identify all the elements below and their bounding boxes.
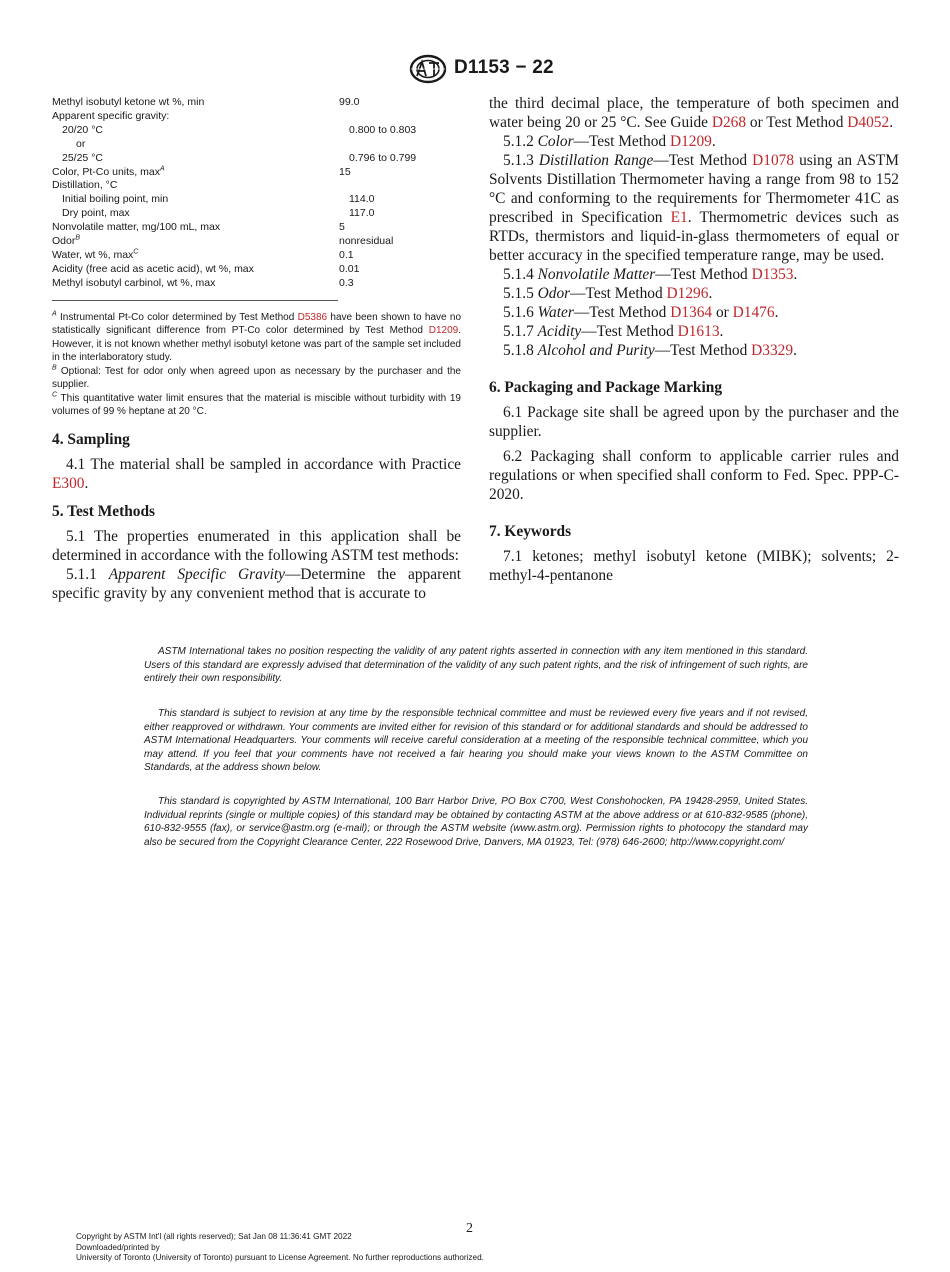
spec-value: 5: [339, 221, 345, 234]
section-heading: 5. Test Methods: [52, 502, 156, 520]
page-number: 2: [466, 1221, 473, 1236]
spec-value: nonresidual: [339, 235, 394, 248]
footnote-marker: B: [52, 364, 57, 372]
paragraph-title: Water: [537, 304, 574, 321]
spec-property-label: Water, wt %, max: [52, 248, 134, 261]
spec-value: 117.0: [349, 207, 375, 220]
footnote-text: have been shown to have no statistically significant difference from PT-Co color determined by Test Method: [52, 311, 462, 337]
spec-table-row: [52, 235, 461, 249]
paragraph-5-1: 5.1 The properties enumerated in this application shall be determined in accordance with the following ASTM test methods:: [52, 527, 461, 564]
paragraph-5-1-1-cont: [489, 94, 899, 132]
section-7-body: [489, 547, 899, 585]
spec-table-row: [52, 124, 461, 138]
paragraph-text: —Test Method: [573, 304, 671, 321]
paragraph-number: 5.1.4: [503, 266, 538, 283]
spec-table-row: [52, 221, 461, 235]
spec-value: 0.01: [339, 262, 360, 275]
punct: .: [719, 323, 724, 340]
ref-link-d4052[interactable]: D4052: [847, 114, 890, 131]
paragraph-number: 5.1.7: [503, 323, 538, 340]
paragraph-7-1: 7.1 ketones; methyl isobutyl ketone (MIBK); solvents; 2-methyl-4-pentanone: [489, 548, 899, 584]
punct: .: [889, 114, 894, 131]
spec-table-row: [52, 166, 461, 180]
spec-value: 0.3: [339, 276, 354, 289]
ref-link-d268[interactable]: D268: [711, 114, 747, 131]
spec-property-label: 25/25 °C: [62, 151, 103, 164]
section-heading: 7. Keywords: [489, 523, 572, 540]
footnote-b: [52, 365, 461, 392]
spec-table-row: [52, 152, 461, 166]
paragraph-5-1-2: [489, 132, 899, 151]
paragraph-5-1-7: [489, 322, 899, 341]
ref-link-d1613[interactable]: D1613: [677, 323, 720, 340]
paragraph-text: using an ASTM Solvents Distillation Thermometer having a range from 98 to 152 °C and conforming to the requirements for Thermometer 41C as prescribed in Specification: [489, 152, 899, 226]
section-4-body: [52, 455, 461, 493]
spec-property-label: or: [76, 137, 86, 150]
paragraph-5-1-3: [489, 151, 899, 265]
punct: .: [793, 342, 797, 359]
spec-property: [52, 152, 349, 166]
ref-link-d1209[interactable]: D1209: [669, 133, 712, 150]
ref-link-d1209[interactable]: D1209: [428, 325, 459, 337]
spec-property: [52, 124, 349, 138]
download-notice-line: Downloaded/printed by: [76, 1242, 160, 1252]
paragraph-text: the third decimal place, the temperature of both specimen and water being 20 or 25 °C. See Guide: [489, 95, 899, 131]
spec-table-row: [52, 138, 461, 152]
footnote-marker: C: [52, 391, 58, 399]
disclaimer-text: This standard is subject to revision at any time by the responsible technical committee and must be reviewed every five years and if not revised, either reapproved or withdrawn. Your comments are invited either for revision of this standard or for additional standards and should be addressed to ASTM International Headquarters. Your comments will receive careful consideration at a meeting of the responsible technical committee, which you may attend. If you feel that your comments have not received a fair hearing you should make your views known to the ASTM Committee on Standards, at the address shown below.: [144, 708, 808, 773]
spec-value: 114.0: [349, 193, 375, 206]
paragraph-title: Distillation Range: [538, 152, 654, 169]
ref-link-d5386[interactable]: D5386: [297, 311, 328, 323]
paragraph-title: Acidity: [537, 323, 582, 340]
spec-table-row: [52, 110, 461, 124]
download-notice-line: University of Toronto (University of Toronto) pursuant to License Agreement. No further reproductions authorized.: [76, 1253, 484, 1262]
right-column: [489, 94, 899, 585]
spec-property: [52, 235, 339, 249]
table-footnotes: [52, 311, 461, 419]
ref-link-d1353[interactable]: D1353: [751, 266, 794, 283]
paragraph-number: 5.1.3: [503, 152, 539, 169]
spec-value: 15: [339, 165, 351, 178]
paragraph-4-1: [52, 455, 461, 493]
spec-value: 0.800 to 0.803: [349, 123, 417, 136]
paragraph-title: Color: [537, 133, 574, 150]
punct: .: [708, 285, 713, 302]
section-5-body: [52, 527, 461, 603]
spec-table-row: [52, 277, 461, 291]
paragraph-6-2: 6.2 Packaging shall conform to applicable carrier rules and regulations or when specified shall conform to Fed. Spec. PPP-C-2020.: [489, 448, 899, 503]
paragraph-text: —Test Method: [653, 152, 753, 169]
spec-property-label: Apparent specific gravity:: [52, 109, 170, 122]
section-6-body: [489, 403, 899, 504]
patent-disclaimer: [144, 645, 808, 686]
paragraph-5-1-4: [489, 265, 899, 284]
spec-property-label: Acidity (free acid as acetic acid), wt %, max: [52, 262, 254, 275]
section-heading: 6. Packaging and Package Marking: [489, 379, 723, 396]
paragraph-text: —Test Method: [581, 323, 678, 340]
spec-property: [52, 110, 339, 124]
spec-property: [52, 166, 339, 180]
spec-property-label: Nonvolatile matter, mg/100 mL, max: [52, 221, 221, 234]
download-notice-line: Copyright by ASTM Int'l (all rights reserved); Sat Jan 08 11:36:41 GMT 2022: [76, 1232, 352, 1241]
spec-table-row: [52, 96, 461, 110]
spec-table-row: [52, 263, 461, 277]
paragraph-text: . Thermometric devices such as RTDs, thermistors and liquid-in-glass thermometers of equal or better accuracy in the specified temperature range, may be used.: [489, 209, 900, 264]
spec-property: [52, 138, 363, 152]
paragraph-5-1-6: [489, 303, 899, 322]
punct: .: [711, 133, 716, 150]
spec-property: [52, 193, 349, 207]
spec-table-row: [52, 179, 461, 193]
paragraph-text: —Test Method: [573, 133, 670, 150]
paragraph-text: 4.1 The material shall be sampled in accordance with Practice: [66, 455, 461, 473]
spec-table-row: [52, 207, 461, 221]
spec-property-label: Methyl isobutyl carbinol, wt %, max: [52, 276, 216, 289]
spec-property: [52, 179, 339, 193]
spec-value: 99.0: [339, 96, 360, 108]
footnote-marker: A: [52, 310, 57, 318]
ref-link-e1[interactable]: E1: [670, 209, 688, 226]
paragraph-text: —Determine the apparent specific gravity by any convenient method that is accurate to: [52, 565, 461, 602]
section-heading: 4. Sampling: [52, 430, 130, 448]
paragraph-title: Apparent Specific Gravity: [108, 565, 286, 583]
spec-property-label: Distillation, °C: [52, 179, 118, 192]
download-notice: [76, 1232, 484, 1264]
spec-property-label: Odor: [52, 235, 76, 248]
paragraph-text: —Test Method: [654, 342, 752, 359]
footnote-marker: C: [133, 248, 139, 256]
revision-disclaimer: [144, 707, 808, 775]
paragraph-number: 5.1.2: [503, 133, 538, 150]
footnote-a: [52, 311, 461, 365]
punct: .: [793, 266, 798, 283]
paragraph-text: —Test Method: [570, 285, 667, 302]
spec-value: 0.796 to 0.799: [349, 151, 417, 164]
footnote-text: Instrumental Pt-Co color determined by Test Method: [56, 311, 298, 323]
section-5-continued: [489, 94, 899, 360]
spec-property-label: 20/20 °C: [62, 123, 103, 136]
spec-property-label: Methyl isobutyl ketone wt %, min: [52, 96, 205, 108]
spec-property: [52, 221, 339, 235]
footnote-text: . However, it is not known whether methyl isobutyl ketone was part of the sample set included in the interlaboratory study.: [52, 325, 461, 364]
spec-property: [52, 277, 339, 291]
ref-link-e300[interactable]: E300: [52, 474, 85, 492]
spec-property-label: Dry point, max: [62, 207, 130, 220]
spec-property: [52, 263, 339, 277]
paragraph-title: Nonvolatile Matter: [537, 266, 656, 283]
disclaimer-text: This standard is copyrighted by ASTM International, 100 Barr Harbor Drive, PO Box C700, West Conshohocken, PA 19428-2959, United States. Individual reprints (single or multiple copies) of this standard may be obtained by contacting ASTM at the above address or at 610-832-9585 (phone), 610-832-9555 (fax), or service@astm.org (e-mail); or through the ASTM website (www.astm.org). Permission rights to photocopy the standard may also be secured from the Copyright Clearance Center, 222 Rosewood Drive, Danvers, MA 01923, Tel: (978) 646-2600; http://www.copyright.com/: [144, 796, 808, 848]
paragraph-6-1: 6.1 Package site shall be agreed upon by the purchaser and the supplier.: [489, 404, 899, 440]
standard-designation: D1153 − 22: [454, 57, 554, 78]
spec-property: [52, 249, 339, 263]
ref-link-d1476[interactable]: D1476: [732, 304, 775, 321]
spec-property-label: Initial boiling point, min: [62, 193, 169, 206]
paragraph-number: 5.1.1: [66, 565, 109, 583]
spec-property: [52, 96, 339, 110]
punct: .: [84, 474, 89, 492]
paragraph-text: or Test Method: [746, 114, 848, 131]
astm-logo-icon: [408, 54, 448, 84]
copyright-disclaimer: [144, 795, 808, 849]
spec-table-row: [52, 193, 461, 207]
left-column: [52, 96, 461, 603]
paragraph-title: Odor: [537, 285, 571, 302]
ref-link-d1364[interactable]: D1364: [670, 304, 713, 321]
footnote-c: [52, 392, 461, 419]
paragraph-number: 5.1.5: [503, 285, 538, 302]
spec-property-label: Color, Pt-Co units, max: [52, 165, 160, 178]
ref-link-d3329[interactable]: D3329: [751, 342, 794, 359]
paragraph-text: —Test Method: [655, 266, 752, 283]
paragraph-5-1-8: [489, 341, 899, 360]
paragraph-5-1-5: [489, 284, 899, 303]
spec-property: [52, 207, 349, 221]
footnote-text: Optional: Test for odor only when agreed upon as necessary by the purchaser and the supplier.: [52, 365, 461, 391]
ref-link-d1296[interactable]: D1296: [666, 285, 709, 302]
footnote-marker: B: [75, 234, 81, 242]
paragraph-5-1-1: [52, 565, 461, 603]
paragraph-title: Alcohol and Purity: [537, 342, 655, 359]
ref-link-d1078[interactable]: D1078: [752, 152, 795, 169]
footnote-marker: A: [159, 165, 165, 173]
punct: .: [774, 304, 779, 321]
table-footnote-rule: [52, 300, 338, 301]
spec-value: 0.1: [339, 248, 354, 261]
paragraph-number: 5.1.8: [503, 342, 538, 359]
disclaimer-text: ASTM International takes no position respecting the validity of any patent rights asserted in connection with any item mentioned in this standard. Users of this standard are expressly advised that determination of the validity of any such patent rights, and the risk of infringement of such rights, are entirely their own responsibility.: [144, 646, 808, 684]
spec-table-row: [52, 249, 461, 263]
paragraph-text: or: [712, 304, 733, 321]
footnote-text: This quantitative water limit ensures that the material is miscible without turbidity with 19 volumes of 99 % heptane at 20 °C.: [52, 392, 461, 418]
page-header: [0, 54, 950, 88]
paragraph-number: 5.1.6: [503, 304, 538, 321]
specification-table: [52, 96, 461, 291]
